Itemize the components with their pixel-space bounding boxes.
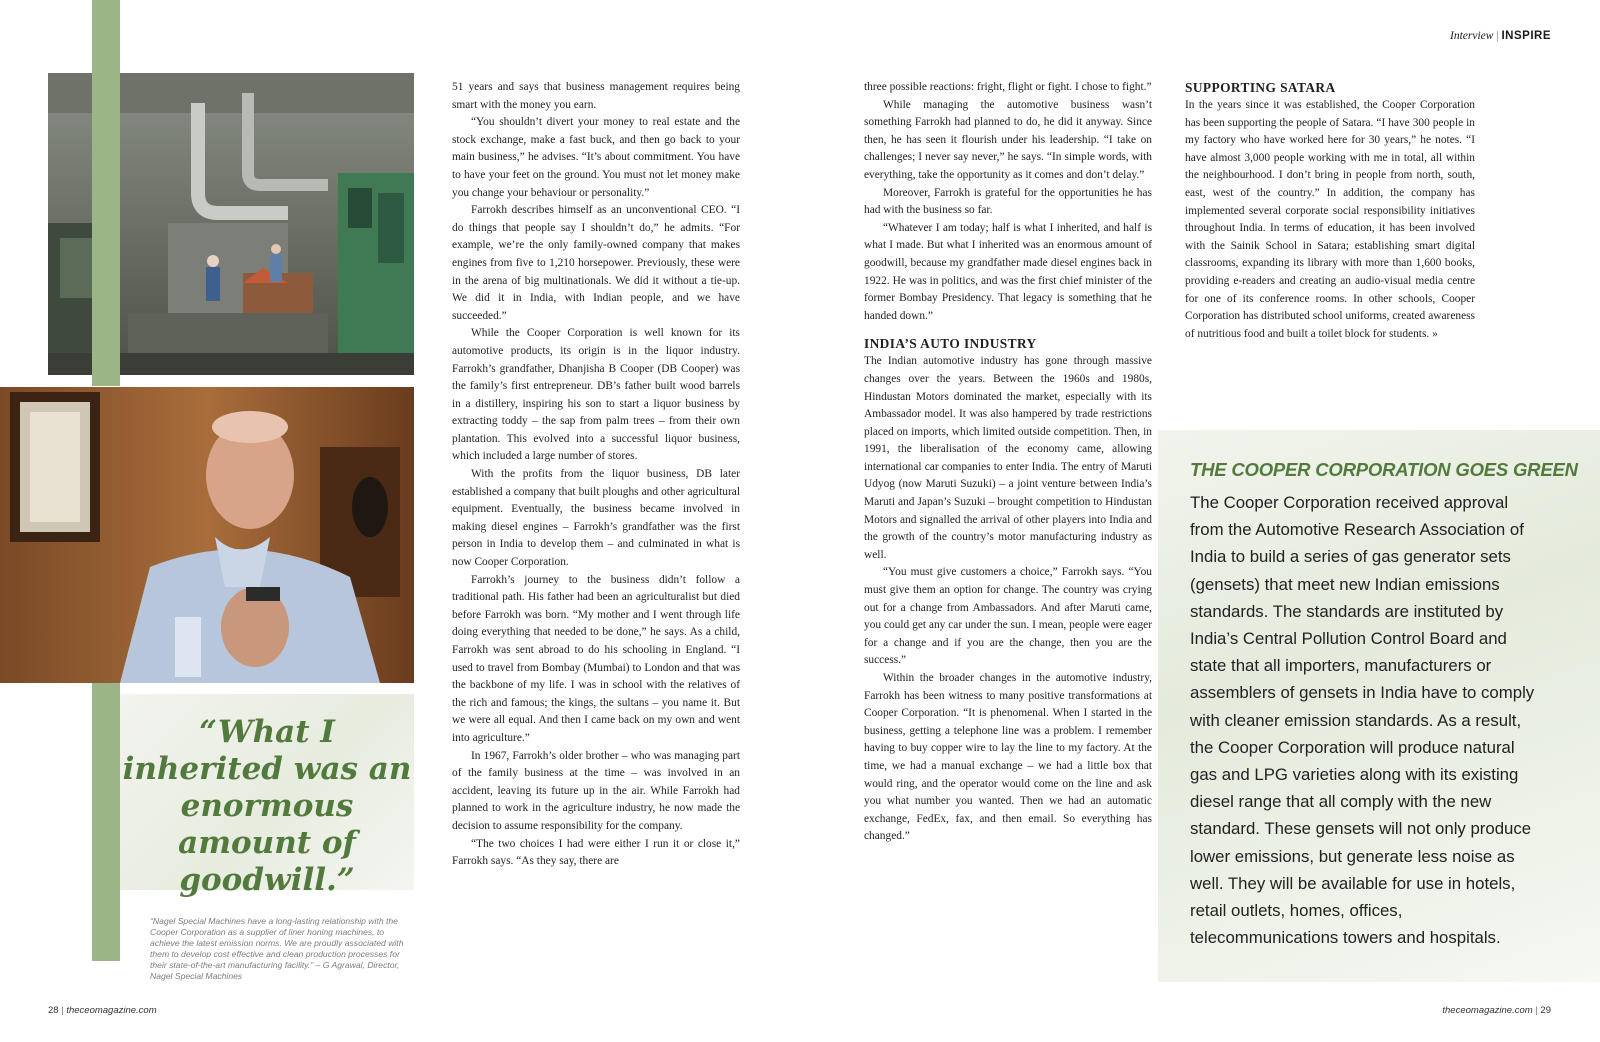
sidebar-body: The Cooper Corporation received approval from the Automotive Research Association of India to build a series of gas generator sets (gensets) that meet new Indian emissions standards. The standards are instituted by India’s Central Pollution Control Board and state that all importers, manufacturers or assemblers of gensets in India have to comply with cleaner emission standards. As a result, the Cooper Corporation will produce natural gas and LPG varieties along with its existing diesel range that all comply with the new standard. These gensets will not only produce lower emissions, but generate less noise as well. They will be available for use in hotels, retail outlets, homes, offices, telecommunications towers and hospitals. xyxy=(1190,493,1535,948)
footer-left xyxy=(48,1005,157,1016)
page-number-right: 29 xyxy=(1540,1005,1551,1016)
column2-paragraph: three possible reactions: fright, flight or fight. I chose to fight.” xyxy=(864,81,1152,93)
article-column-2 xyxy=(864,79,1152,846)
column2-paragraph: Within the broader changes in the automotive industry, Farrokh has been witness to many positive transformations at Cooper Corporation. “It is phenomenal. When I started in the business, getting a telephone line was a problem. I remember having to buy copper wire to lay the line to my factory. At the time, we had a manual exchange – we had a little box that would ring, and the operator would come on the line and ask you what number you wanted. Then we had an automatic exchange, FedEx, fax, and then email. So everything has changed.” xyxy=(864,672,1152,843)
footer-website-right: theceomagazine.com xyxy=(1442,1005,1533,1016)
column1-paragraph: “You shouldn’t divert your money to real estate and the stock exchange, make a fast buck, and then go back to your main business,” he advises. “It’s about commitment. You have to have your feet on the ground. You must not let money make you change your behaviour or personality.” xyxy=(452,116,740,199)
section-heading-auto-industry: INDIA’S AUTO INDUSTRY xyxy=(864,336,1037,352)
section-heading-supporting-satara: SUPPORTING SATARA xyxy=(1185,80,1336,95)
column1-paragraph: 51 years and says that business management requires being smart with the money you earn. xyxy=(452,81,740,111)
page-number-left: 28 xyxy=(48,1005,59,1016)
column2-paragraph: “Whatever I am today; half is what I inherited, and half is what I made. But what I inherited was an enormous amount of goodwill, because my grandfather made diesel engines back in 1922. He was in politics, and was the first chief minister of the former Bombay Presidency. That legacy is something that he handed down.” xyxy=(864,221,1152,322)
executive-portrait-illustration xyxy=(0,387,414,683)
header-separator: | xyxy=(1496,30,1499,42)
column1-paragraph: With the profits from the liquor business, DB later established a company that built ploughs and other agricultural equipment. Eventually, the business became involved in making diesel engines – Farrokh’s grandfather was the first person in India to develop them – and culminated in what is now Cooper Corporation. xyxy=(452,468,740,569)
decorative-green-bar-bottom xyxy=(92,683,120,961)
decorative-green-bar-top xyxy=(92,0,120,386)
sidebar-heading: THE COOPER CORPORATION GOES GREEN xyxy=(1190,459,1578,480)
footer-separator: | xyxy=(1535,1005,1538,1016)
column1-paragraph: While the Cooper Corporation is well known for its automotive products, its origin is in the liquor industry. Farrokh’s grandfather, Dhanjisha B Cooper (DB Cooper) was the family’s first entrepreneur. DB’s father built wood barrels in a distillery, inspiring his son to start a liquor business by extracting toddy – the sap from palm trees – from their own plantation. This evolved into a successful liquor business, which included a large number of stores. xyxy=(452,327,740,463)
column3-paragraph: In the years since it was established, the Cooper Corporation has been supporting the people of Satara. “I have 300 people in my factory who have worked here for 30 years,” he notes. “I have almost 3,000 people working with me in total, all within the neighbourhood. I don’t bring in people from north, south, east, west of the country.” In addition, the company has implemented several corporate social responsibility initiatives throughout India. In terms of education, it has been involved with the Sainik School in Satara; establishing smart digital classrooms, expanding its library with more than 1,600 books, providing e-readers and creating an audio-visual media centre for one of its conference rooms. In other schools, Cooper Corporation has distributed school uniforms, created awareness of nutritious food and built a toilet block for students. » xyxy=(1185,99,1475,340)
column2-paragraph: “You must give customers a choice,” Farrokh says. “You must give them an option for change. The country was crying out for a change from Ambassadors. And after Maruti came, you could get any car under the sun. I mean, people were eager for a change and if you are the change, then you are the success.” xyxy=(864,566,1152,667)
column1-paragraph: Farrokh’s journey to the business didn’t follow a traditional path. His father had been an agriculturalist but died before Farrokh was born. “My mother and I went through life doing everything that needed to be done,” he says. As a child, Farrokh was sent abroad to do his schooling in England. “I used to travel from Bombay (Mumbai) to London and that was the backbone of my life. I was in school with the relatives of the rich and famous; the kings, the sultans – you name it. But we were all equal. And then I came back on my own and went into agriculture.” xyxy=(452,573,740,744)
column1-paragraph: “The two choices I had were either I run it or close it,” Farrokh says. “As they say, there are xyxy=(452,837,740,868)
header-kicker: Interview xyxy=(1449,30,1494,42)
pull-quote: “What I inherited was an enormous amount of goodwill.” xyxy=(122,714,412,898)
footer-separator: | xyxy=(61,1005,64,1016)
column1-paragraph: In 1967, Farrokh’s older brother – who was managing part of the family business at the time – was involved in an accident, leaving its future up in the air. While Farrokh had planned to work in the agriculture industry, he now made the decision to assume responsibility for the company. xyxy=(452,749,740,832)
article-column-3 xyxy=(1185,79,1475,343)
footer-website-left: theceomagazine.com xyxy=(66,1005,157,1016)
page-header xyxy=(1450,30,1551,42)
portrait-photo xyxy=(0,387,414,683)
column2-paragraph: While managing the automotive business wasn’t something Farrokh had planned to do, he did it anyway. Since then, he has seen it flourish under his leadership. “I take on challenges; I never say never,” he says. “In simple words, with everything, take the opportunity as it comes and don’t delay.” xyxy=(864,98,1152,181)
article-column-1 xyxy=(452,79,740,871)
column2-paragraph: The Indian automotive industry has gone through massive changes over the years. Between the 1960s and 1980s, Hindustan Motors dominated the market, especially with its Ambassador model. It was also hampered by trade restrictions placed on imports, which limited outside competition. Then, in 1991, the liberalisation of the economy came, allowing international car companies to enter India. The entry of Maruti Udyog (now Maruti Suzuki) – a joint venture between India’s Maruti and Japan’s Suzuki – brought competition to Hindustan Motors and signalled the arrival of other players into India and the growth of the country’s motor manufacturing industry as well. xyxy=(864,355,1152,561)
column2-paragraph: Moreover, Farrokh is grateful for the opportunities he has had with the business so far. xyxy=(864,186,1152,217)
testimonial-caption: “Nagel Special Machines have a long-lasting relationship with the Cooper Corporation as a supplier of liner honing machines, to achieve the latest emission norms. We are proudly associated with them to develop cost effective and clean production processes for their state-of-the-art manufacturing facility.” – G Agrawal, Director, Nagel Special Machines xyxy=(150,916,404,981)
footer-right xyxy=(1442,1005,1551,1016)
column1-paragraph: Farrokh describes himself as an unconventional CEO. “I do things that people say I shouldn’t do,” he admits. “For example, we’re the only family-owned company that makes engines from five to 1,210 horsepower. Previously, these were in the arena of big multinationals. We did it without a tie-up. We did it in India, with Indian people, and we have succeeded.” xyxy=(452,204,740,322)
header-section: INSPIRE xyxy=(1501,30,1551,42)
